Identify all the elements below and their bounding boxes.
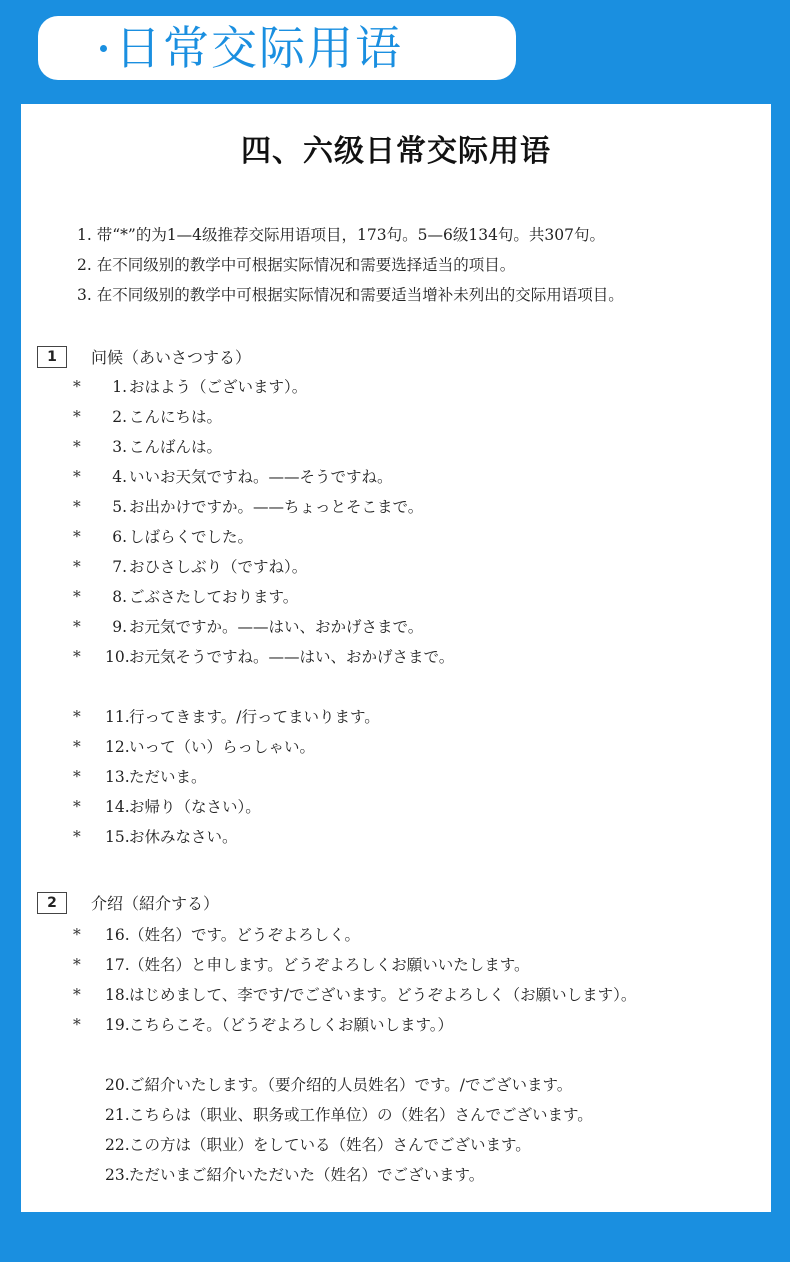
phrase-item — [73, 582, 454, 612]
phrase-item — [73, 950, 636, 980]
phrase-number: 10. — [105, 648, 130, 666]
recommended-mark — [73, 1100, 105, 1130]
note-item: 3. 在不同级别的教学中可根据实际情况和需要适当增补未列出的交际用语项目。 — [77, 286, 624, 304]
phrase-number: 19. — [105, 1016, 130, 1034]
phrase-number: 5. — [112, 498, 127, 516]
phrase-text: お元気ですか。——はい、おかげさまで。 — [129, 618, 424, 636]
phrase-text: こんばんは。 — [129, 438, 223, 456]
document-page — [21, 104, 771, 1212]
recommended-mark: * — [73, 618, 81, 636]
phrase-item — [73, 1100, 593, 1130]
phrase-item — [73, 702, 380, 732]
document-title: 四、六级日常交际用语 — [241, 134, 551, 169]
phrase-item — [73, 432, 454, 462]
recommended-mark: * — [73, 588, 81, 606]
phrase-text: お元気そうですね。——はい、おかげさまで。 — [129, 648, 455, 666]
recommended-mark: * — [73, 738, 81, 756]
phrase-number: 12. — [105, 738, 130, 756]
recommended-mark: * — [73, 648, 81, 666]
phrase-number: 1. — [112, 378, 127, 396]
recommended-mark: * — [73, 468, 81, 486]
phrase-number: 2. — [112, 408, 127, 426]
phrase-item — [73, 920, 636, 950]
phrase-item — [73, 1070, 593, 1100]
phrase-item — [73, 552, 454, 582]
phrase-text: （姓名）です。どうぞよろしく。 — [129, 926, 360, 944]
recommended-mark: * — [73, 926, 81, 944]
recommended-mark: * — [73, 798, 81, 816]
section-number-box: 2 — [37, 892, 67, 914]
phrase-text: ただいま。 — [129, 768, 207, 786]
phrase-list — [73, 1070, 593, 1190]
phrase-number: 18. — [105, 986, 130, 1004]
phrase-list — [73, 372, 454, 672]
recommended-mark: * — [73, 528, 81, 546]
section-heading — [37, 891, 219, 914]
banner-title: 日常交际用语 — [115, 21, 403, 75]
phrase-item — [73, 1130, 593, 1160]
phrase-number: 9. — [112, 618, 127, 636]
recommended-mark — [73, 1160, 105, 1190]
phrase-number: 4. — [112, 468, 127, 486]
phrase-item — [73, 762, 380, 792]
note-item: 2. 在不同级别的教学中可根据实际情况和需要选择适当的项目。 — [77, 256, 516, 274]
section-title: 问候（あいさつする） — [91, 348, 252, 367]
phrase-text: この方は（职业）をしている（姓名）さんでございます。 — [129, 1136, 531, 1154]
phrase-number: 17. — [105, 956, 130, 974]
phrase-text: ごぶさたしております。 — [129, 588, 299, 606]
recommended-mark: * — [73, 1016, 81, 1034]
recommended-mark — [73, 1070, 105, 1100]
section-title: 介绍（紹介する） — [91, 894, 220, 913]
recommended-mark: * — [73, 408, 81, 426]
phrase-text: こちらこそ。（どうぞよろしくお願いします。） — [129, 1016, 453, 1034]
phrase-number: 13. — [105, 768, 130, 786]
phrase-item — [73, 492, 454, 522]
phrase-text: こちらは（职业、职务或工作单位）の（姓名）さんでございます。 — [129, 1106, 593, 1124]
phrase-text: （姓名）と申します。どうぞよろしくお願いいたします。 — [129, 956, 530, 974]
phrase-item — [73, 1160, 593, 1190]
phrase-text: ただいまご紹介いただいた（姓名）でございます。 — [129, 1166, 485, 1184]
phrase-list — [73, 702, 380, 852]
recommended-mark — [73, 1130, 105, 1160]
phrase-number: 8. — [112, 588, 127, 606]
phrase-number: 16. — [105, 926, 130, 944]
recommended-mark: * — [73, 558, 81, 576]
phrase-item — [73, 462, 454, 492]
phrase-number: 3. — [112, 438, 127, 456]
phrase-number: 22. — [105, 1136, 130, 1154]
phrase-item — [73, 1010, 636, 1040]
phrase-text: お休みなさい。 — [129, 828, 238, 846]
phrase-text: 行ってきます。/行ってまいります。 — [129, 708, 380, 726]
section-heading — [37, 345, 251, 368]
recommended-mark: * — [73, 708, 81, 726]
phrase-number: 6. — [112, 528, 127, 546]
phrase-text: おはよう（ございます）。 — [129, 378, 308, 396]
recommended-mark: * — [73, 828, 81, 846]
phrase-number: 14. — [105, 798, 130, 816]
phrase-item — [73, 402, 454, 432]
phrase-list — [73, 920, 636, 1040]
recommended-mark: * — [73, 956, 81, 974]
phrase-item — [73, 522, 454, 552]
phrase-number: 15. — [105, 828, 130, 846]
phrase-item — [73, 732, 380, 762]
bullet-dot — [100, 45, 107, 52]
header-banner — [38, 16, 516, 80]
notes-list — [77, 220, 624, 310]
phrase-item — [73, 822, 380, 852]
section-number-box: 1 — [37, 346, 67, 368]
phrase-text: こんにちは。 — [129, 408, 223, 426]
phrase-item — [73, 372, 454, 402]
phrase-item — [73, 612, 454, 642]
phrase-item — [73, 792, 380, 822]
phrase-item — [73, 642, 454, 672]
phrase-number: 20. — [105, 1076, 130, 1094]
phrase-text: おひさしぶり（ですね）。 — [129, 558, 308, 576]
recommended-mark: * — [73, 438, 81, 456]
phrase-number: 21. — [105, 1106, 130, 1124]
phrase-number: 11. — [105, 708, 130, 726]
phrase-text: はじめまして、李です/でございます。どうぞよろしく（お願いします）。 — [129, 986, 637, 1004]
recommended-mark: * — [73, 498, 81, 516]
phrase-number: 23. — [105, 1166, 130, 1184]
phrase-item — [73, 980, 636, 1010]
note-item: 1. 带“*”的为1—4级推荐交际用语项目，173句。5—6级134句。共307句。 — [77, 226, 606, 244]
recommended-mark: * — [73, 986, 81, 1004]
phrase-text: ご紹介いたします。（要介绍的人员姓名）です。/でございます。 — [129, 1076, 573, 1094]
phrase-text: いいお天気ですね。——そうですね。 — [129, 468, 393, 486]
phrase-text: いって（い）らっしゃい。 — [129, 738, 316, 756]
recommended-mark: * — [73, 768, 81, 786]
phrase-number: 7. — [112, 558, 127, 576]
phrase-text: お帰り（なさい）。 — [129, 798, 261, 816]
phrase-text: お出かけですか。——ちょっとそこまで。 — [129, 498, 424, 516]
phrase-text: しばらくでした。 — [129, 528, 254, 546]
recommended-mark: * — [73, 378, 81, 396]
